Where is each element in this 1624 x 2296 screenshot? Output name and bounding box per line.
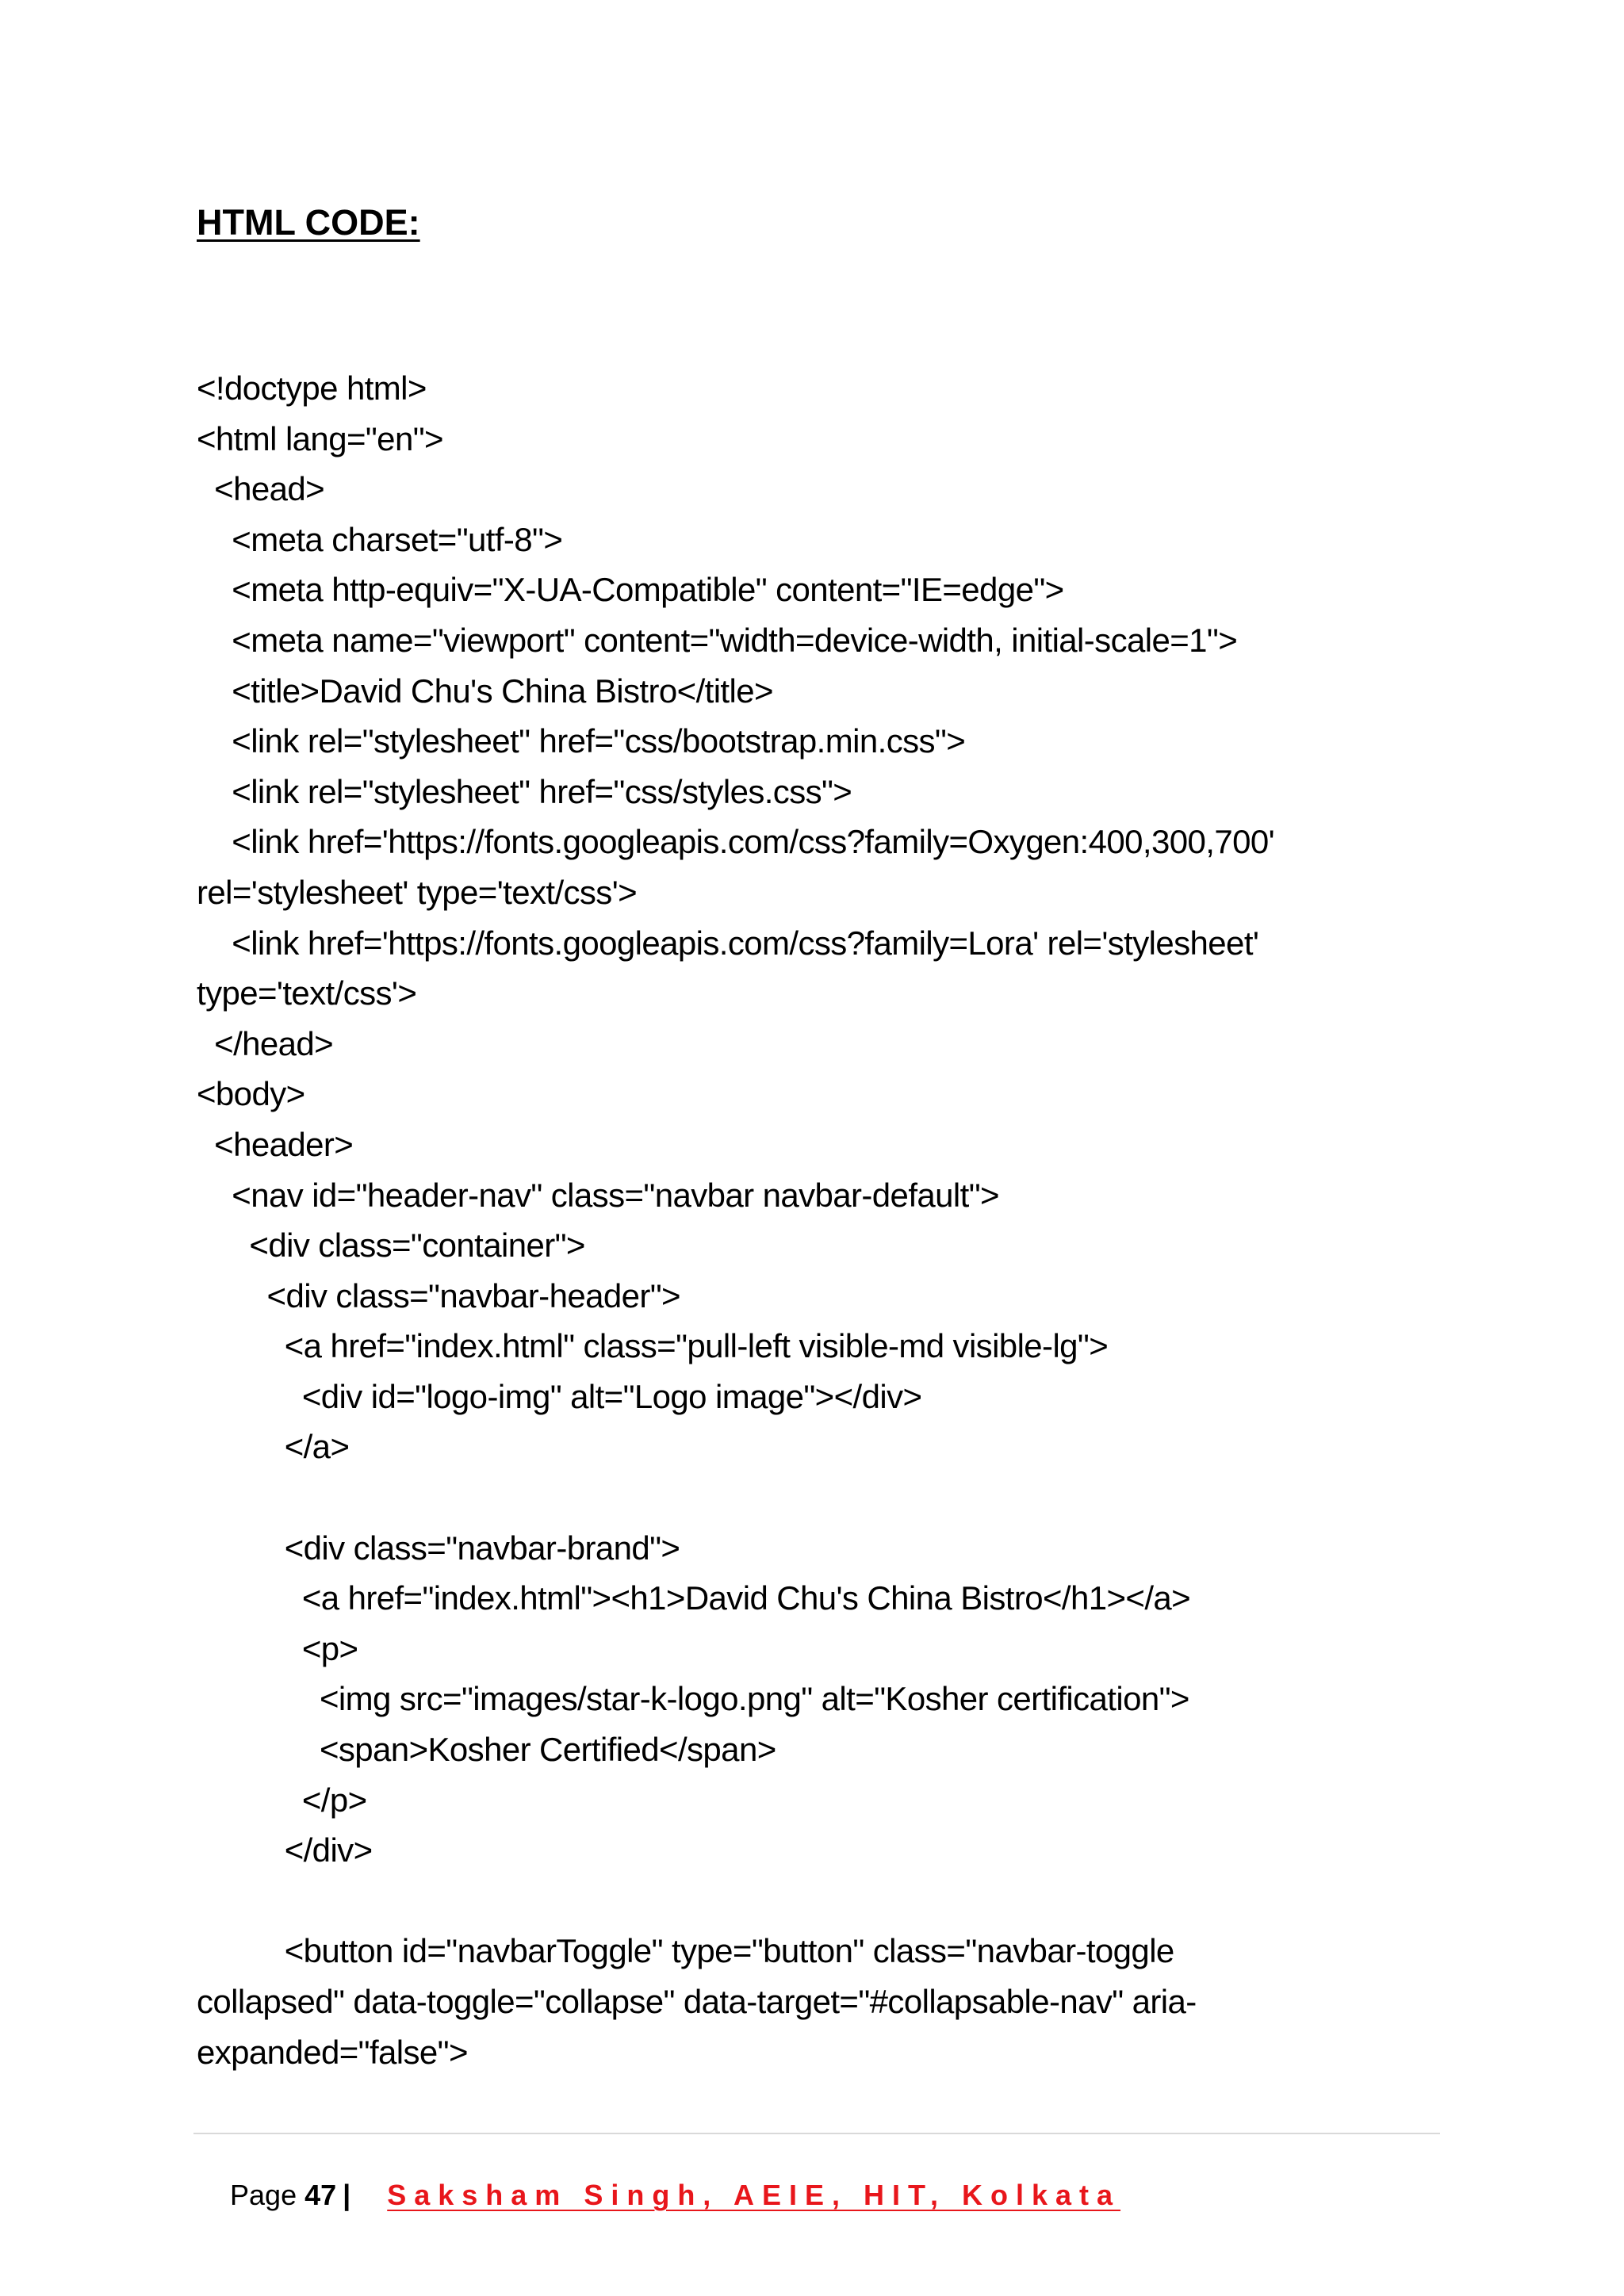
code-line: </div> <box>197 1831 373 1869</box>
code-line: <span>Kosher Certified</span> <box>197 1731 776 1769</box>
code-line: <meta http-equiv="X-UA-Compatible" content="IE=edge"> <box>197 571 1064 609</box>
code-line: <header> <box>197 1125 354 1163</box>
code-line: <head> <box>197 470 325 508</box>
code-line: <link rel="stylesheet" href="css/styles.css"> <box>197 772 852 810</box>
code-line: <p> <box>197 1629 358 1667</box>
code-line: <body> <box>197 1075 305 1113</box>
page-label: Page <box>230 2179 305 2211</box>
code-listing <box>197 363 1434 2077</box>
page-number: 47 <box>304 2179 337 2211</box>
code-line: <div class="container"> <box>197 1226 585 1265</box>
code-line: collapsed" data-toggle="collapse" data-target="#collapsable-nav" aria- <box>197 1983 1197 2020</box>
code-line: rel='stylesheet' type='text/css'> <box>197 873 638 911</box>
code-line: <a href="index.html"><h1>David Chu's China Bistro</h1></a> <box>197 1579 1191 1617</box>
footer-divider <box>193 2133 1440 2134</box>
code-line: <link href='https://fonts.googleapis.com/css?family=Lora' rel='stylesheet' <box>197 924 1259 962</box>
code-line: <link href='https://fonts.googleapis.com/css?family=Oxygen:400,300,700' <box>197 823 1275 861</box>
code-line: <meta name="viewport" content="width=device-width, initial-scale=1"> <box>197 621 1238 659</box>
code-line: <title>David Chu's China Bistro</title> <box>197 672 773 710</box>
code-line: <!doctype html> <box>197 369 427 407</box>
code-line: <div class="navbar-brand"> <box>197 1529 680 1567</box>
code-line: <meta charset="utf-8"> <box>197 520 563 558</box>
code-line: </head> <box>197 1024 334 1062</box>
code-line: <link rel="stylesheet" href="css/bootstrap.min.css"> <box>197 722 966 760</box>
code-line: <img src="images/star-k-logo.png" alt="Kosher certification"> <box>197 1680 1189 1718</box>
code-line: type='text/css'> <box>197 974 417 1012</box>
author-credit: Saksham Singh, AEIE, HIT, Kolkata <box>387 2179 1121 2211</box>
code-line <box>197 1472 1434 1523</box>
code-line: </p> <box>197 1781 367 1819</box>
section-heading: HTML CODE: <box>197 202 420 243</box>
code-line: <button id="navbarToggle" type="button" class="navbar-toggle <box>197 1932 1174 1970</box>
code-line: <div class="navbar-header"> <box>197 1276 680 1314</box>
code-line: expanded="false"> <box>197 2033 468 2071</box>
footer-separator: | <box>343 2179 351 2211</box>
code-line: <html lang="en"> <box>197 419 443 457</box>
code-line: <div id="logo-img" alt="Logo image"></div> <box>197 1377 922 1415</box>
code-line: <a href="index.html" class="pull-left visible-md visible-lg"> <box>197 1327 1109 1365</box>
code-line: <nav id="header-nav" class="navbar navbar-default"> <box>197 1176 999 1214</box>
page-footer <box>198 2136 1121 2211</box>
code-line: </a> <box>197 1428 350 1466</box>
code-line <box>197 1876 1434 1927</box>
